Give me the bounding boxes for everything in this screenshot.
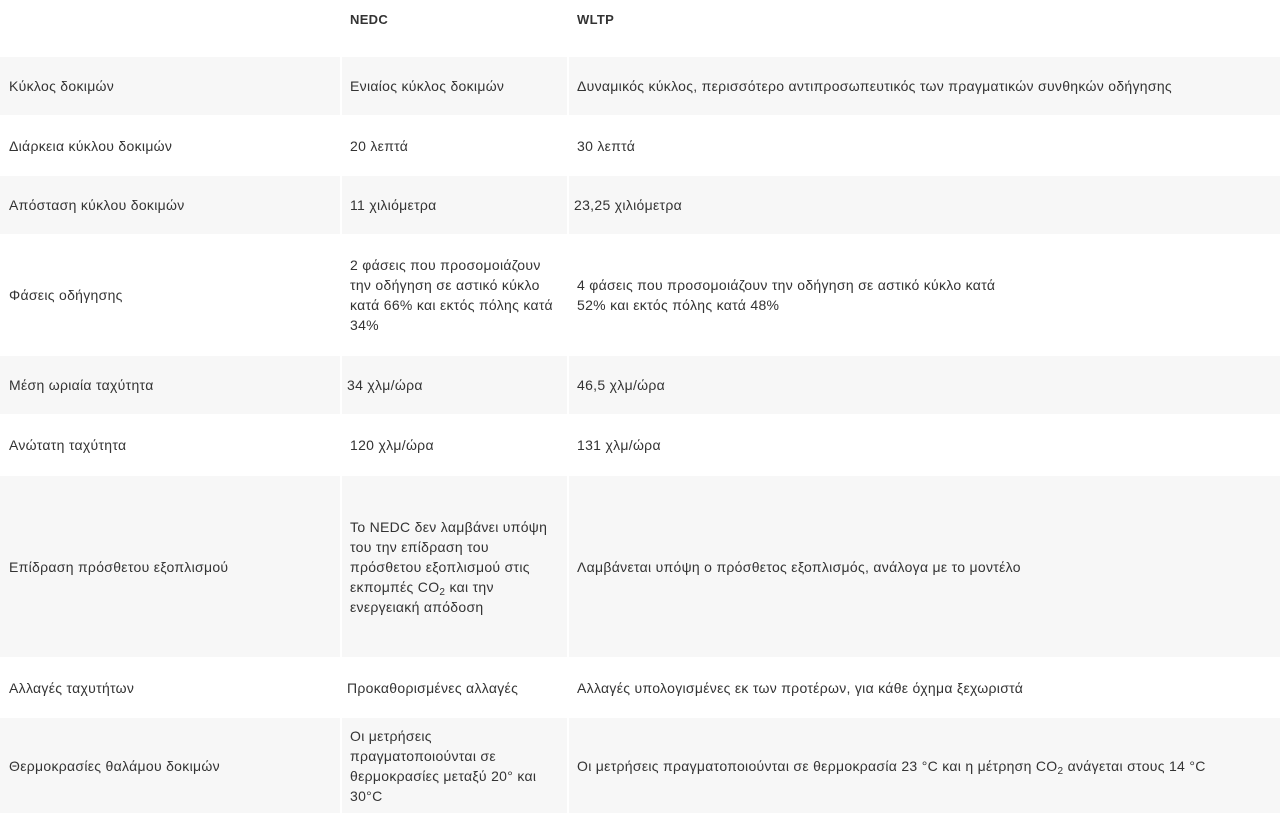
table-row — [0, 476, 1280, 657]
nedc-cell: 120 χλμ/ώρα — [350, 437, 434, 453]
row-label: Κύκλος δοκιμών — [0, 57, 340, 115]
nedc-cell: 2 φάσεις που προσομοιάζουν την οδήγηση σε αστικό κύκλο κατά 66% και εκτός πόλης κατά 34% — [350, 257, 553, 333]
row-label: Φάσεις οδήγησης — [9, 287, 123, 303]
wltp-text: ανάγεται στους 14 °C — [1063, 757, 1206, 774]
wltp-cell: 30 λεπτά — [577, 137, 636, 154]
wltp-cell — [569, 718, 1280, 813]
wltp-line: 4 φάσεις που προσομοιάζουν την οδήγηση σε αστικό κύκλο κατά — [577, 277, 996, 293]
table-row — [0, 57, 1280, 115]
wltp-cell: 131 χλμ/ώρα — [577, 437, 661, 453]
header-empty-cell — [0, 0, 340, 57]
nedc-cell: Προκαθορισμένες αλλαγές — [347, 679, 519, 696]
table-row — [0, 657, 1280, 718]
header-nedc: NEDC — [350, 12, 389, 27]
wltp-cell: Αλλαγές υπολογισμένες εκ των προτέρων, για κάθε όχημα ξεχωριστά — [577, 679, 1024, 696]
nedc-cell: Οι μετρήσεις πραγματοποιούνται σε θερμοκρασίες μεταξύ 20° και 30°C — [340, 718, 569, 813]
subscript-2: 2 — [439, 586, 446, 598]
nedc-cell: 34 χλμ/ώρα — [340, 356, 569, 414]
table-row — [0, 718, 1280, 813]
nedc-text: Το NEDC δεν λαμβάνει υπόψη του την επίδραση του πρόσθετου εξοπλισμού στις εκπομπές CO — [350, 518, 548, 595]
wltp-text: Οι μετρήσεις πραγματοποιούνται σε θερμοκρασία 23 °C και η μέτρηση CO — [577, 757, 1058, 774]
row-label: Μέση ωριαία ταχύτητα — [0, 356, 340, 414]
row-label: Θερμοκρασίες θαλάμου δοκιμών — [0, 718, 340, 813]
table-row — [0, 115, 1280, 176]
row-label: Απόσταση κύκλου δοκιμών — [0, 176, 340, 234]
row-label: Ανώτατη ταχύτητα — [9, 437, 127, 453]
table-row — [0, 414, 1280, 476]
table-header-row — [0, 0, 1280, 57]
row-label: Επίδραση πρόσθετου εξοπλισμού — [0, 476, 340, 657]
table-row — [0, 234, 1280, 356]
row-label: Αλλαγές ταχυτήτων — [9, 679, 135, 696]
wltp-cell — [569, 234, 1280, 356]
wltp-cell: 46,5 χλμ/ώρα — [569, 356, 1280, 414]
nedc-cell: Ενιαίος κύκλος δοκιμών — [340, 57, 569, 115]
nedc-cell: 20 λεπτά — [350, 137, 409, 154]
row-label: Διάρκεια κύκλου δοκιμών — [9, 137, 173, 154]
wltp-cell: 23,25 χιλιόμετρα — [569, 176, 1280, 234]
table-row — [0, 356, 1280, 414]
header-wltp: WLTP — [577, 12, 615, 27]
wltp-cell: Δυναμικός κύκλος, περισσότερο αντιπροσωπευτικός των πραγματικών συνθηκών οδήγησης — [569, 57, 1280, 115]
table-row — [0, 176, 1280, 234]
subscript-2: 2 — [1057, 765, 1064, 777]
wltp-cell: Λαμβάνεται υπόψη ο πρόσθετος εξοπλισμός, ανάλογα με το μοντέλο — [569, 476, 1280, 657]
nedc-text: και την ενεργειακή απόδοση — [350, 578, 494, 615]
nedc-cell — [340, 476, 569, 657]
nedc-cell: 11 χιλιόμετρα — [340, 176, 569, 234]
wltp-line: 52% και εκτός πόλης κατά 48% — [577, 297, 780, 313]
